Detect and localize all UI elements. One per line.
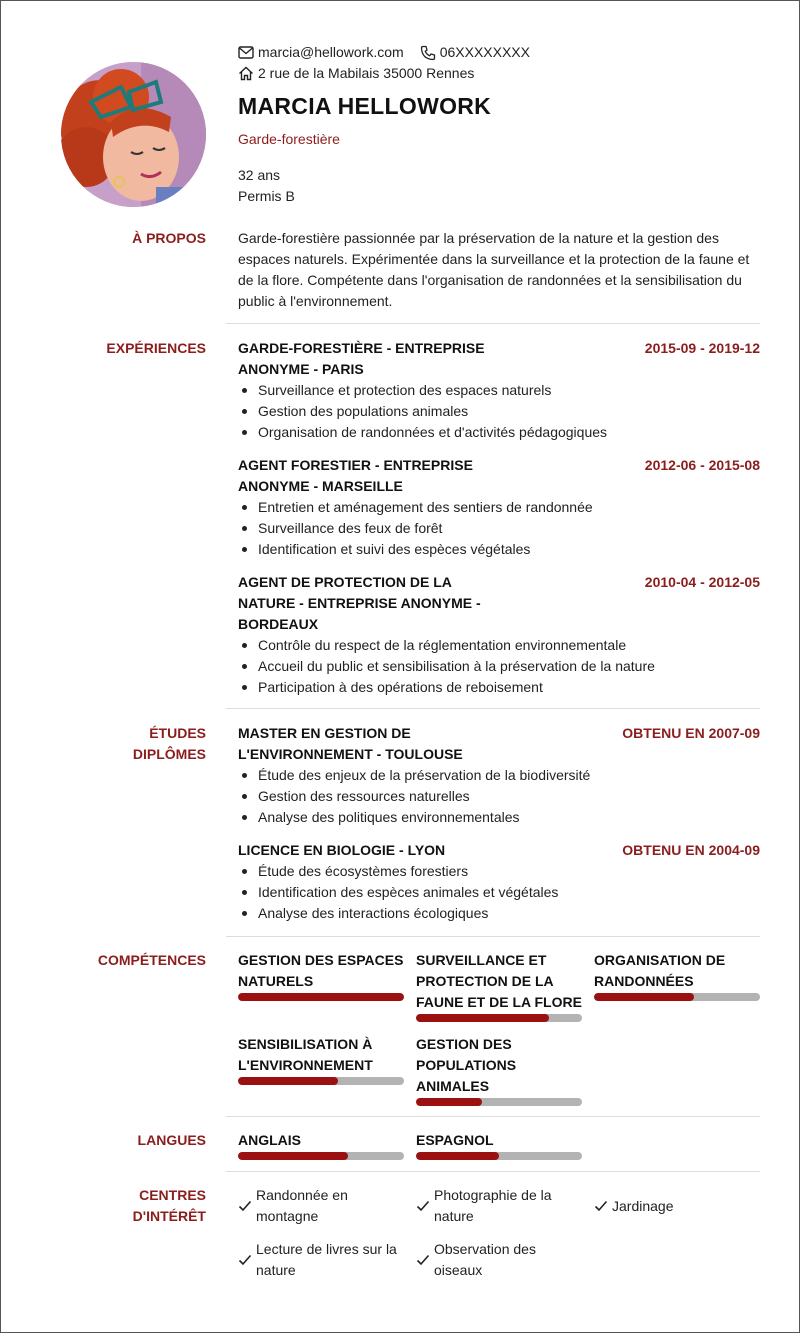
skill-bar-fill (238, 993, 404, 1001)
education-label-line2: DIPLÔMES (132, 746, 206, 762)
checkmark-icon (594, 1200, 608, 1212)
address-contact (238, 63, 474, 84)
experience-entry (238, 338, 760, 443)
interest-item (416, 1185, 582, 1227)
experience-dates: 2012-06 - 2015-08 (644, 457, 760, 473)
divider (226, 936, 760, 937)
education-entry (238, 723, 760, 828)
skill-bar (594, 993, 760, 1001)
experience-title: GARDE-FORESTIÈRE - ENTREPRISE ANONYME - PARIS (238, 340, 485, 377)
skill-name: SENSIBILISATION À L'ENVIRONNEMENT (238, 1036, 373, 1073)
education-list (238, 723, 760, 936)
list-item: Surveillance des feux de forêt (238, 518, 760, 539)
checkmark-icon (416, 1254, 430, 1266)
education-dates: OBTENU EN 2007-09 (622, 725, 760, 741)
languages-label: LANGUES (137, 1132, 206, 1148)
list-item: Identification et suivi des espèces végétales (238, 539, 760, 560)
interest-item (238, 1239, 404, 1281)
list-item: Entretien et aménagement des sentiers de randonnée (238, 497, 760, 518)
email-contact (238, 42, 404, 63)
skills-label: COMPÉTENCES (97, 952, 206, 968)
languages-list (238, 1130, 760, 1172)
avatar-illustration (61, 62, 206, 207)
interest-label: Jardinage (612, 1197, 674, 1214)
list-item: Gestion des populations animales (238, 401, 760, 422)
skill-name: GESTION DES POPULATIONS ANIMALES (416, 1036, 517, 1094)
experience-list (238, 338, 760, 710)
language-bar-fill (416, 1152, 499, 1160)
interest-item (238, 1185, 404, 1227)
interest-label: Randonnée en montagne (256, 1187, 348, 1224)
interest-label: Photographie de la nature (434, 1187, 552, 1224)
divider (226, 323, 760, 324)
skill-name: GESTION DES ESPACES NATURELS (238, 952, 404, 989)
divider (226, 708, 760, 709)
candidate-name: MARCIA HELLOWORK (238, 93, 492, 119)
skill-bar (416, 1098, 582, 1106)
interest-item (416, 1239, 582, 1281)
interests-label-line1: CENTRES (139, 1187, 206, 1203)
education-title: LICENCE EN BIOLOGIE - LYON (238, 842, 446, 858)
interest-label: Lecture de livres sur la nature (256, 1241, 397, 1278)
education-topics (238, 861, 760, 924)
skills-list (238, 950, 760, 1118)
about-text: Garde-forestière passionnée par la préservation de la nature et la gestion des espaces naturels. Expérimentée dans la surveillance et la protection de la faune et de la flore. Compétente dans l'organisation de randonnées et la sensibilisation du public à l'environnement. (238, 230, 750, 309)
interest-item (594, 1185, 760, 1227)
profile-photo (61, 62, 206, 207)
contact-line-1 (238, 42, 760, 63)
divider (226, 1171, 760, 1172)
skill-bar (238, 1077, 404, 1085)
interest-label: Observation des oiseaux (434, 1241, 536, 1278)
phone-icon (420, 45, 436, 61)
about-label: À PROPOS (132, 230, 206, 246)
experience-tasks (238, 380, 760, 443)
envelope-icon (238, 46, 254, 59)
skill-item (238, 1034, 404, 1106)
skill-bar-fill (594, 993, 694, 1001)
home-icon (238, 66, 254, 81)
checkmark-icon (238, 1254, 252, 1266)
language-item (238, 1130, 404, 1160)
skill-name: SURVEILLANCE ET PROTECTION DE LA FAUNE ET DE LA FLORE (416, 952, 582, 1010)
phone-contact (420, 42, 530, 63)
contact-line-2 (238, 63, 760, 84)
skill-item (238, 950, 404, 1022)
personal-facts (238, 165, 760, 207)
education-label (133, 723, 206, 765)
language-bar (416, 1152, 582, 1160)
experience-dates: 2015-09 - 2019-12 (644, 340, 760, 356)
language-item (416, 1130, 582, 1160)
interests-label-line2: D'INTÉRÊT (132, 1208, 206, 1224)
skill-item (416, 950, 582, 1022)
skill-name: ORGANISATION DE RANDONNÉES (594, 952, 726, 989)
skill-bar-fill (416, 1098, 482, 1106)
education-entry (238, 840, 760, 924)
education-topics (238, 765, 760, 828)
job-title: Garde-forestière (238, 131, 340, 147)
language-bar-fill (238, 1152, 348, 1160)
language-name: ESPAGNOL (416, 1132, 494, 1148)
checkmark-icon (416, 1200, 430, 1212)
skill-bar-fill (238, 1077, 338, 1085)
interests-label (133, 1185, 206, 1227)
education-label-line1: ÉTUDES (149, 725, 206, 741)
list-item: Gestion des ressources naturelles (238, 786, 760, 807)
driving-license: Permis B (238, 188, 295, 204)
header (238, 42, 760, 207)
language-name: ANGLAIS (238, 1132, 301, 1148)
divider (226, 1116, 760, 1117)
list-item: Analyse des interactions écologiques (238, 903, 760, 924)
list-item: Analyse des politiques environnementales (238, 807, 760, 828)
experience-dates: 2010-04 - 2012-05 (644, 574, 760, 590)
list-item: Contrôle du respect de la réglementation environnementale (238, 635, 760, 656)
email-text[interactable]: marcia@hellowork.com (258, 44, 404, 60)
skill-item (594, 950, 760, 1022)
experience-tasks (238, 635, 760, 698)
list-item: Participation à des opérations de reboisement (238, 677, 760, 698)
experience-entry (238, 455, 760, 560)
checkmark-icon (238, 1200, 252, 1212)
age: 32 ans (238, 167, 281, 183)
skill-bar (238, 993, 404, 1001)
experience-entry (238, 572, 760, 698)
phone-text: 06XXXXXXXX (439, 44, 530, 60)
list-item: Étude des enjeux de la préservation de la biodiversité (238, 765, 760, 786)
skill-bar (416, 1014, 582, 1022)
language-bar (238, 1152, 404, 1160)
list-item: Organisation de randonnées et d'activités pédagogiques (238, 422, 760, 443)
list-item: Surveillance et protection des espaces naturels (238, 380, 760, 401)
interests-list (238, 1185, 760, 1293)
list-item: Étude des écosystèmes forestiers (238, 861, 760, 882)
experience-title: AGENT FORESTIER - ENTREPRISE ANONYME - MARSEILLE (238, 457, 473, 494)
education-dates: OBTENU EN 2004-09 (622, 842, 760, 858)
experience-title: AGENT DE PROTECTION DE LA NATURE - ENTREPRISE ANONYME - BORDEAUX (238, 574, 481, 632)
address-text: 2 rue de la Mabilais 35000 Rennes (258, 65, 475, 81)
education-title: MASTER EN GESTION DE L'ENVIRONNEMENT - TOULOUSE (238, 725, 463, 762)
experience-tasks (238, 497, 760, 560)
list-item: Accueil du public et sensibilisation à la préservation de la nature (238, 656, 760, 677)
skill-bar-fill (416, 1014, 549, 1022)
skill-item (416, 1034, 582, 1106)
experience-label: EXPÉRIENCES (106, 340, 206, 356)
about-body (238, 228, 760, 312)
list-item: Identification des espèces animales et végétales (238, 882, 760, 903)
